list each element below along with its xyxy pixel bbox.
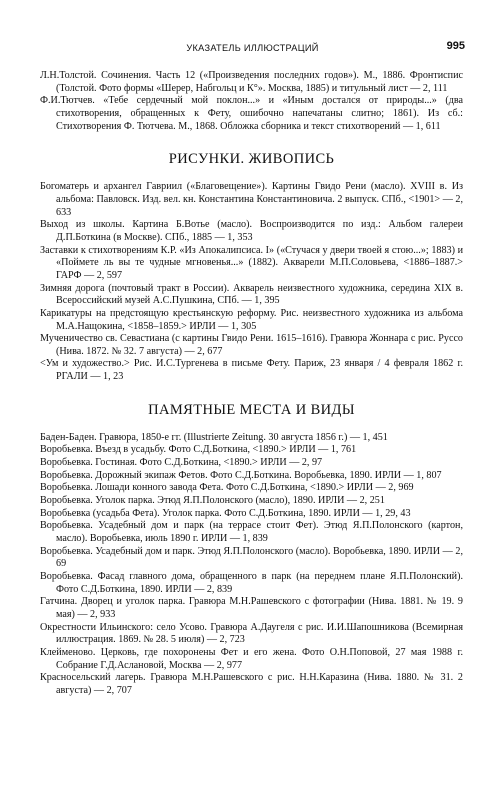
running-title: УКАЗАТЕЛЬ ИЛЛЮСТРАЦИЙ — [186, 43, 319, 53]
index-entry: Воробьевка (усадьба Фета). Уголок парка. Фото С.Д.Боткина, 1890. ИРЛИ — 1, 29, 43 — [40, 507, 411, 519]
index-entry: Гатчина. Дворец и уголок парка. Гравюра М.Н.Рашевского с фотографии (Нива. 1881. № 19. 9 мая) — 2, 933 — [40, 596, 463, 620]
index-entry: Красносельский лагерь. Гравюра М.Н.Рашевского с рис. Н.Н.Каразина (Нива. 1880. № 31. 2 августа) — 2, 707 — [40, 672, 463, 696]
page-content — [40, 70, 463, 698]
running-header — [40, 40, 465, 56]
index-entry: Воробьевка. Дорожный экипаж Фетов. Фото С.Д.Боткина. Воробьевка, 1890. ИРЛИ — 1, 807 — [40, 469, 442, 481]
page-number: 995 — [446, 40, 465, 52]
section-heading: ПАМЯТНЫЕ МЕСТА И ВИДЫ — [148, 401, 355, 418]
index-entry: <Ум и художество.> Рис. И.С.Тургенева в письме Фету. Париж, 23 января / 4 февраля 1862 г. РГАЛИ — 1, 23 — [40, 358, 463, 383]
index-entry: Заставки к стихотворениям К.Р. «Из Апокалипсиса. I» («Стучася у двери твоей я стою...»; 1883) и «Поймете ль вы те чудные мгновенья...» (1882). Акварели М.П.Соловьева, <1886–1887.> ГАРФ — 2, 597 — [40, 244, 463, 281]
index-entry: Зимняя дорога (почтовый тракт в России). Акварель неизвестного художника, середина XIX в. Всероссийский музей А.С.Пушкина, СПб. — 1, 395 — [40, 282, 463, 307]
intro-entries — [40, 70, 463, 133]
section-heading: РИСУНКИ. ЖИВОПИСЬ — [168, 151, 335, 168]
index-entry: Карикатуры на предстоящую крестьянскую реформу. Рис. неизвестного художника из альбома М.А.Нащокина, <1858–1859.> ИРЛИ — 1, 305 — [40, 307, 463, 332]
index-entry: Воробьевка. Фасад главного дома, обращенного в парк (на переднем плане Я.П.Полонский). Фото С.Д.Боткина, 1890. ИРЛИ — 2, 839 — [40, 571, 463, 595]
index-entry: Воробьевка. Уголок парка. Этюд Я.П.Полонского (масло), 1890. ИРЛИ — 2, 251 — [40, 495, 385, 507]
index-entry: Ф.И.Тютчев. «Тебе сердечный мой поклон...» и «Иным достался от природы...» (два стихотворения, обращенных к Фету, ошибочно напечатаны слитно; 1861). Из сб.: Стихотворения Ф. Тютчева. М., 1868. Обложка сборника и текст стихотворений — 1, 611 — [40, 95, 463, 132]
index-entry: Клейменово. Церковь, где похоронены Фет и его жена. Фото О.Н.Поповой, 27 мая 1988 г. Собрание Г.Д.Аслановой, Москва — 2, 977 — [40, 646, 463, 671]
index-entry: Воробьевка. Лошади конного завода Фета. Фото С.Д.Боткина, <1890.> ИРЛИ — 2, 969 — [40, 482, 414, 494]
index-entry: Воробьевка. Усадебный дом и парк. Этюд Я.П.Полонского (масло). Воробьевка, 1890. ИРЛИ — 2, 69 — [40, 545, 463, 570]
index-entry: Л.Н.Толстой. Сочинения. Часть 12 («Произведения последних годов»). М., 1886. Фронтиспис (Толстой. Фото формы «Шерер, Набгольц и К°». Москва, 1885) и титульный лист — 2, 111 — [40, 70, 463, 94]
index-entry: Богоматерь и архангел Гавриил («Благовещение»). Картины Гвидо Рени (масло). XVIII в. Из альбома: Павловск. Изд. вел. кн. Константина Константиновича. 2 выпуск. СПб., <1901> — 2, 633 — [40, 181, 463, 218]
index-entry: Воробьевка. Усадебный дом и парк (на террасе стоит Фет). Этюд Я.П.Полонского (картон, масло). Воробьевка, июль 1890 г. ИРЛИ — 1, 839 — [40, 520, 463, 545]
section-memorable-places — [40, 402, 463, 698]
index-entry: Окрестности Ильинского: село Усово. Гравюра А.Даугеля с рис. И.И.Шапошникова (Всемирная иллюстрация. 1869. № 28. 5 июля) — 2, 723 — [40, 621, 463, 646]
index-entry: Воробьевка. Въезд в усадьбу. Фото С.Д.Боткина, <1890.> ИРЛИ — 1, 761 — [40, 444, 357, 456]
index-entry: Баден-Баден. Гравюра, 1850-е гг. (Illustrierte Zeitung. 30 августа 1856 г.) — 1, 451 — [40, 431, 388, 443]
index-entry: Выход из школы. Картина Б.Вотье (масло). Воспроизводится по изд.: Альбом галереи Д.П.Боткина (в Москве). СПб., 1885 — 1, 353 — [40, 219, 463, 243]
section-drawings-painting — [40, 151, 463, 384]
index-entry: Мученичество св. Севастиана (с картины Гвидо Рени. 1615–1616). Гравюра Жоннара с рис. Руссо (Нива. 1872. № 32. 7 августа) — 2, 677 — [40, 333, 463, 357]
index-entry: Воробьевка. Гостиная. Фото С.Д.Боткина, <1890.> ИРЛИ — 2, 97 — [40, 457, 323, 469]
